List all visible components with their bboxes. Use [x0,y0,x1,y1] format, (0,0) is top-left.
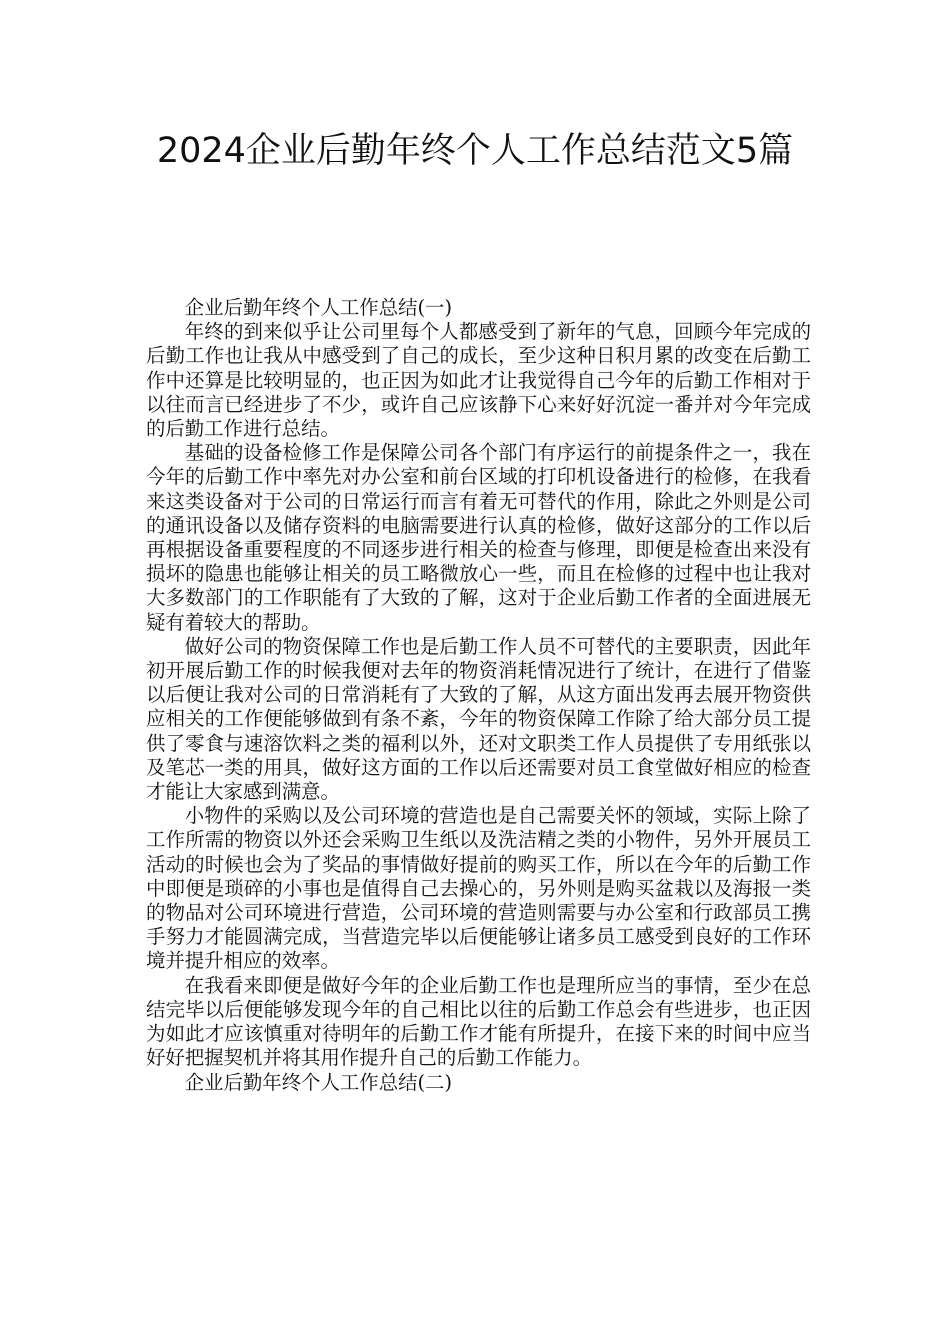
paragraph-2: 基础的设备检修工作是保障公司各个部门有序运行的前提条件之一，我在今年的后勤工作中率先对办公室和前台区域的打印机设备进行的检修，在我看来这类设备对于公司的日常运行而言有着无可替代的作用，除此之外则是公司的通讯设备以及储存资料的电脑需要进行认真的检修，做好这部分的工作以后再根据设备重要程度的不同逐步进行相关的检查与修理，即便是检查出来没有损坏的隐患也能够让相关的员工略微放心一些，而且在检修的过程中也让我对大多数部门的工作职能有了大致的了解，这对于企业后勤工作者的全面进展无疑有着较大的帮助。 [146,441,811,634]
paragraph-5: 在我看来即便是做好今年的企业后勤工作也是理所应当的事情，至少在总结完毕以后便能够发现今年的自己相比以往的后勤工作总会有些进步，也正因为如此才应该慎重对待明年的后勤工作才能有所提升，在接下来的时间中应当好好把握契机并将其用作提升自己的后勤工作能力。 [146,973,811,1070]
section-heading-1: 企业后勤年终个人工作总结(一) [184,296,453,319]
paragraph-4: 小物件的采购以及公司环境的营造也是自己需要关怀的领域，实际上除了工作所需的物资以外还会采购卫生纸以及洗洁精之类的小物件，另外开展员工活动的时候也会为了奖品的事情做好提前的购买工作，所以在今年的后勤工作中即便是琐碎的小事也是值得自己去操心的，另外则是购买盆栽以及海报一类的物品对公司环境进行营造，公司环境的营造则需要与办公室和行政部员工携手努力才能圆满完成，当营造完毕以后便能够让诸多员工感受到良好的工作环境并提升相应的效率。 [146,804,811,973]
section-heading-2: 企业后勤年终个人工作总结(二) [184,1070,453,1094]
document-body [146,296,811,1095]
document-title: 2024企业后勤年终个人工作总结范文5篇 [156,131,794,171]
paragraph-1: 年终的到来似乎让公司里每个人都感受到了新年的气息，回顾今年完成的后勤工作也让我从中感受到了自己的成长，至少这种日积月累的改变在后勤工作中还算是比较明显的，也正因为如此才让我觉得自己今年的后勤工作相对于以往而言已经进步了不少，或许自己应该静下心来好好沉淀一番并对今年完成的后勤工作进行总结。 [146,320,811,441]
paragraph-3: 做好公司的物资保障工作也是后勤工作人员不可替代的主要职责，因此年初开展后勤工作的时候我便对去年的物资消耗情况进行了统计，在进行了借鉴以后便让我对公司的日常消耗有了大致的了解，从这方面出发再去展开物资供应相关的工作便能够做到有条不紊，今年的物资保障工作除了给大部分员工提供了零食与速溶饮料之类的福利以外，还对文职类工作人员提供了专用纸张以及笔芯一类的用具，做好这方面的工作以后还需要对员工食堂做好相应的检查才能让大家感到满意。 [146,634,811,804]
